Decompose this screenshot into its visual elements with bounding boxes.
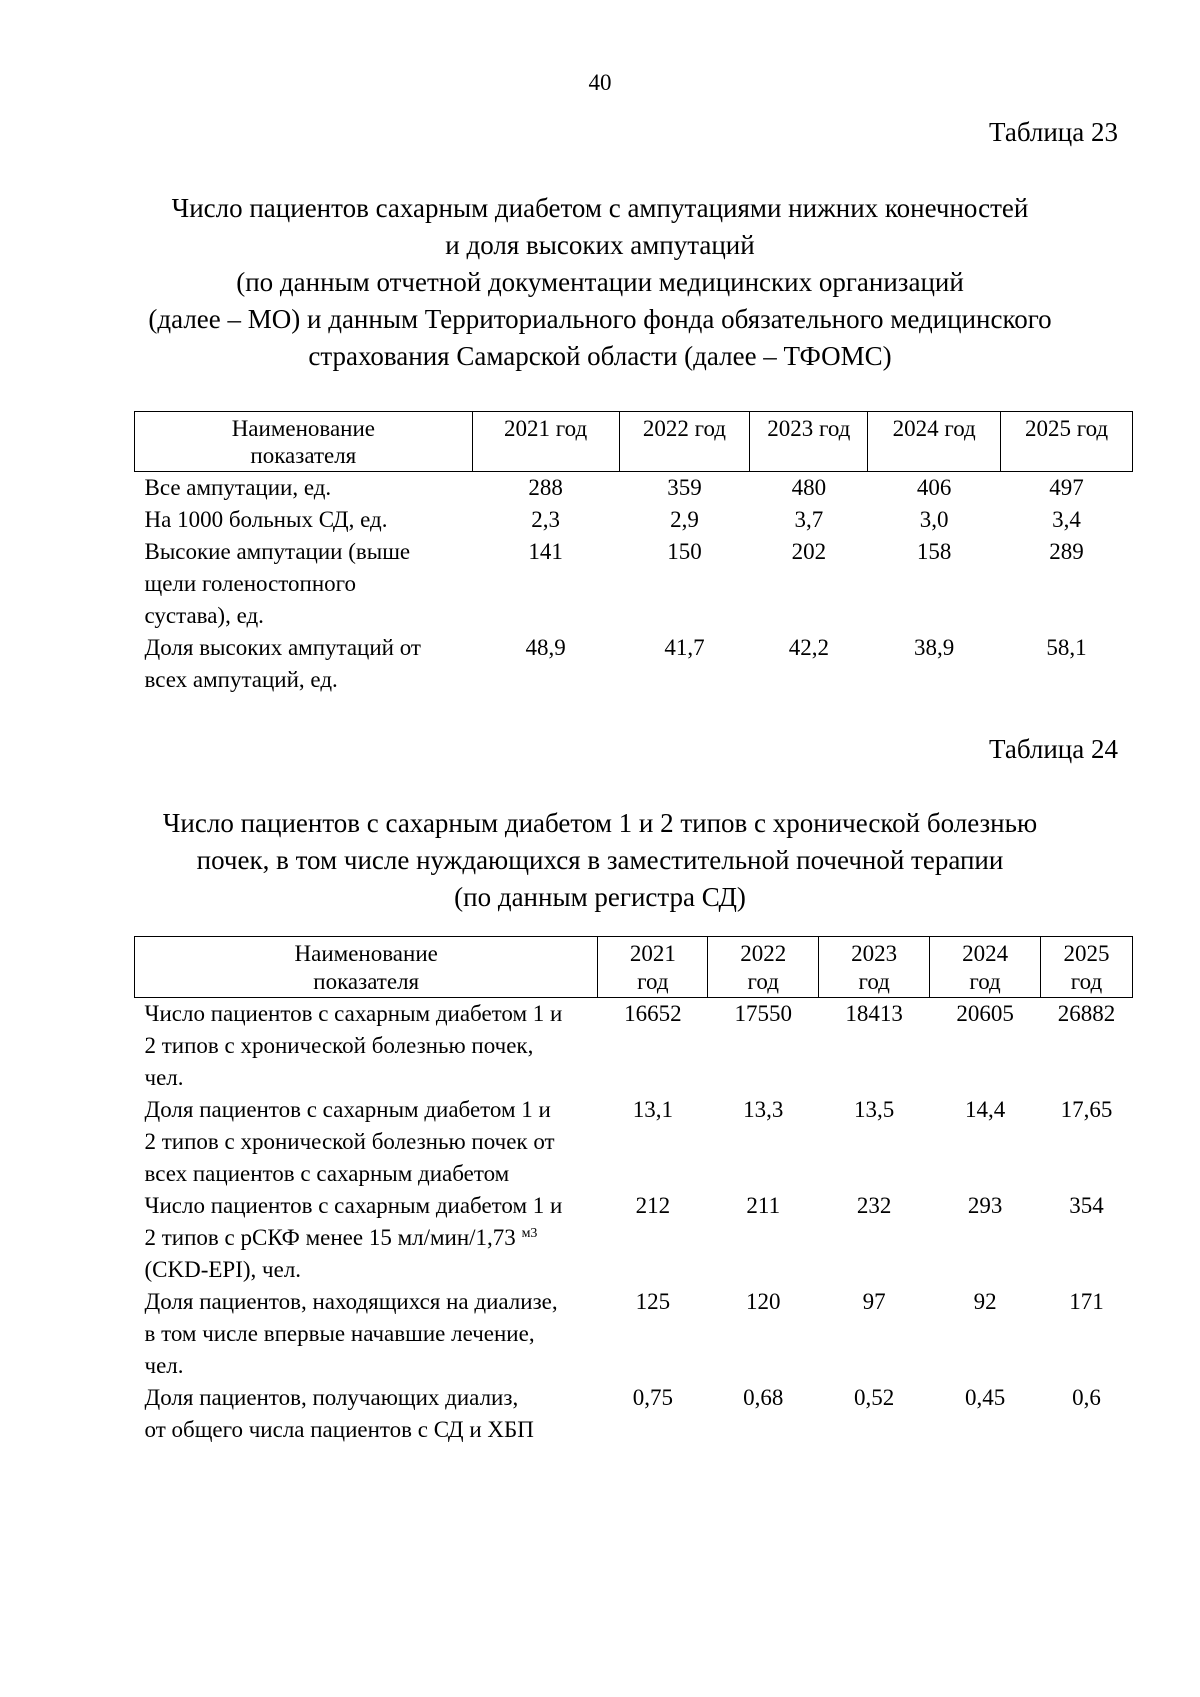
title-line: (по данным отчетной документации медицинских организаций (236, 267, 964, 297)
cell-value: 41,7 (664, 635, 705, 660)
cell-value: 211 (746, 1193, 781, 1218)
row-label: Доля пациентов с сахарным диабетом 1 и 2 типов с хронической болезнью почек от всех пациентов с сахарным диабетом (144, 1097, 555, 1186)
column-header-year: 2023 год (750, 412, 868, 472)
cell-value: 202 (791, 539, 827, 564)
column-header-year: 2021 год (598, 937, 708, 998)
row-label: На 1000 больных СД, ед. (144, 507, 388, 532)
column-header-year: 2025 год (1041, 937, 1133, 998)
cell-value: 13,1 (632, 1097, 673, 1122)
column-header-name: Наименование показателя (135, 412, 473, 472)
table-row (135, 472, 1133, 505)
table-row (135, 1382, 1133, 1446)
table-row (135, 504, 1133, 536)
cell-value: 13,3 (743, 1097, 784, 1122)
row-label: Число пациентов с сахарным диабетом 1 и 2 типов с рСКФ менее 15 мл/мин/1,73 $^{м3}$ (CKD-EPI), чел. (144, 1193, 563, 1282)
row-label: Доля пациентов, получающих диализ, от общего числа пациентов с СД и ХБП (144, 1385, 534, 1442)
row-label: Доля пациентов, находящихся на диализе, в том числе впервые начавшие лечение, чел. (144, 1289, 558, 1378)
cell-value: 480 (791, 475, 827, 500)
title-line: (далее – МО) и данным Территориального фонда обязательного медицинского (148, 304, 1052, 334)
cell-value: 232 (856, 1193, 892, 1218)
cell-value: 141 (528, 539, 563, 564)
title-line: почек, в том числе нуждающихся в заместительной почечной терапии (196, 845, 1004, 875)
table-23 (134, 411, 1133, 696)
table-header-row (135, 412, 1133, 472)
table-23-title (0, 190, 1200, 375)
table-23-label: Таблица 23 (989, 117, 1118, 147)
cell-value: 171 (1069, 1289, 1104, 1314)
cell-value: 97 (862, 1289, 886, 1314)
cell-value: 293 (967, 1193, 1003, 1218)
cell-value: 3,0 (919, 507, 949, 532)
superscript: м3 (521, 1226, 538, 1241)
column-header-year: 2023 год (819, 937, 930, 998)
cell-value: 58,1 (1046, 635, 1087, 660)
cell-value: 17550 (734, 1001, 792, 1026)
cell-value: 0,75 (632, 1385, 673, 1410)
cell-value: 120 (746, 1289, 781, 1314)
column-header-year: 2022 год (708, 937, 819, 998)
table-row (135, 1190, 1133, 1286)
cell-value: 212 (635, 1193, 671, 1218)
row-label: Число пациентов с сахарным диабетом 1 и 2 типов с хронической болезнью почек, чел. (144, 1001, 563, 1090)
cell-value: 158 (916, 539, 952, 564)
cell-value: 288 (528, 475, 563, 500)
cell-value: 125 (635, 1289, 671, 1314)
title-line: Число пациентов сахарным диабетом с ампутациями нижних конечностей (171, 193, 1029, 223)
cell-value: 289 (1049, 539, 1084, 564)
row-label: Доля высоких ампутаций от всех ампутаций, ед. (144, 635, 421, 692)
cell-value: 16652 (624, 1001, 682, 1026)
title-line: Число пациентов с сахарным диабетом 1 и 2 типов с хронической болезнью (162, 808, 1038, 838)
cell-value: 406 (916, 475, 952, 500)
column-header-year: 2025 год (1001, 412, 1133, 472)
cell-value: 0,68 (743, 1385, 784, 1410)
column-header-year: 2024 год (930, 937, 1041, 998)
column-header-year: 2022 год (619, 412, 750, 472)
cell-value: 359 (667, 475, 702, 500)
cell-value: 150 (667, 539, 702, 564)
cell-value: 42,2 (788, 635, 829, 660)
cell-value: 354 (1069, 1193, 1104, 1218)
cell-value: 13,5 (854, 1097, 895, 1122)
cell-value: 0,45 (964, 1385, 1006, 1410)
table-24 (134, 936, 1133, 1446)
row-label: Все ампутации, ед. (144, 475, 332, 500)
cell-value: 3,7 (794, 507, 824, 532)
table-24-title (0, 805, 1200, 916)
cell-value: 2,3 (531, 507, 560, 532)
column-header-year: 2024 год (868, 412, 1001, 472)
table-row (135, 998, 1133, 1095)
table-row (135, 1094, 1133, 1190)
table-row (135, 632, 1133, 696)
cell-value: 26882 (1057, 1001, 1116, 1026)
cell-value: 2,9 (670, 507, 699, 532)
cell-value: 0,52 (854, 1385, 895, 1410)
title-line: (по данным регистра СД) (454, 882, 746, 912)
row-label: Высокие ампутации (выше щели голеностопного сустава), ед. (144, 539, 411, 628)
cell-value: 48,9 (525, 635, 566, 660)
cell-value: 38,9 (914, 635, 955, 660)
title-line: страхования Самарской области (далее – ТФОМС) (308, 341, 892, 371)
column-header-name: Наименование показателя (135, 937, 598, 998)
cell-value: 92 (973, 1289, 997, 1314)
table-header-row (135, 937, 1133, 998)
page-number: 40 (588, 70, 612, 95)
column-header-year: 2021 год (472, 412, 619, 472)
cell-value: 17,65 (1060, 1097, 1113, 1122)
cell-value: 497 (1049, 475, 1084, 500)
cell-value: 18413 (845, 1001, 903, 1026)
cell-value: 14,4 (964, 1097, 1006, 1122)
cell-value: 3,4 (1052, 507, 1081, 532)
table-row (135, 1286, 1133, 1382)
table-row (135, 536, 1133, 632)
cell-value: 0,6 (1072, 1385, 1101, 1410)
cell-value: 20605 (956, 1001, 1014, 1026)
title-line: и доля высоких ампутаций (445, 230, 755, 260)
table-24-label: Таблица 24 (989, 734, 1118, 764)
